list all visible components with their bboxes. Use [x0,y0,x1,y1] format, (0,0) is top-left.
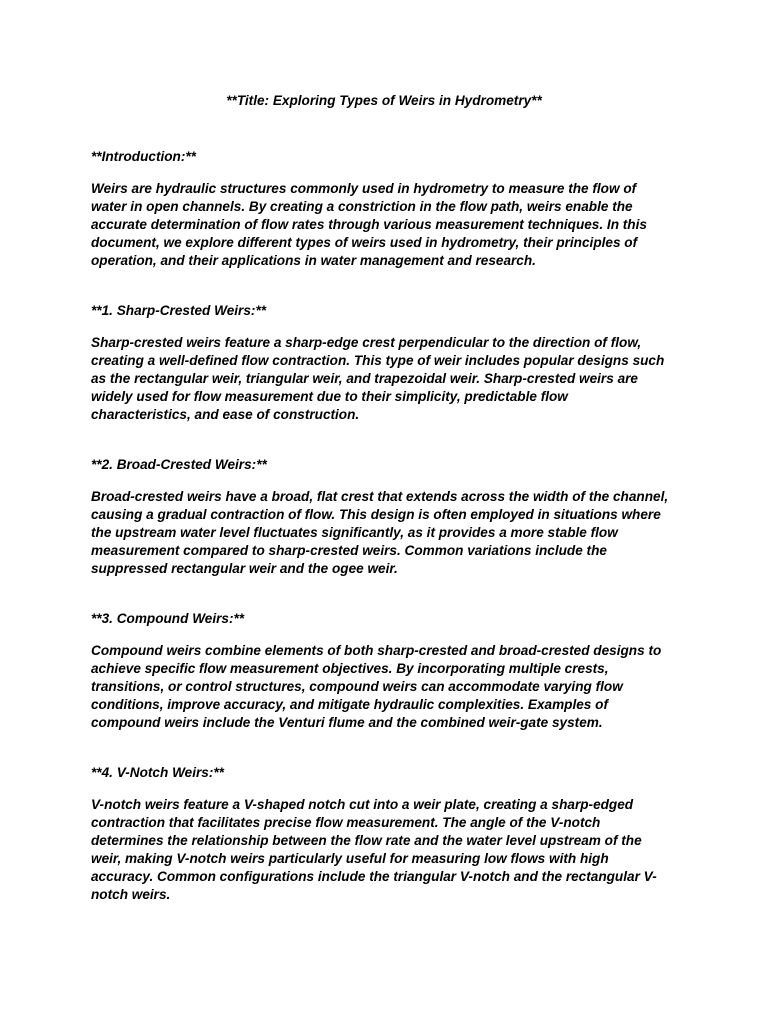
section-v-notch-weirs [91,764,681,904]
paragraph-line: suppressed rectangular weir and the ogee weir. [91,561,398,576]
paragraph-line: determines the relationship between the flow rate and the water level upstream of the [91,833,642,848]
paragraph-line: the upstream water level fluctuates significantly, as it provides a more stable flow [91,525,618,540]
paragraph-line: weir, making V-notch weirs particularly useful for measuring low flows with high [91,851,609,866]
section-heading: **3. Compound Weirs:** [91,611,245,626]
paragraph-line: accuracy. Common configurations include the triangular V-notch and the rectangular V- [91,869,657,884]
section-heading: **2. Broad-Crested Weirs:** [91,457,267,472]
paragraph-line: characteristics, and ease of construction. [91,407,360,422]
section-paragraph [91,642,681,732]
paragraph-line: V-notch weirs feature a V-shaped notch cut into a weir plate, creating a sharp-edged [91,797,634,812]
paragraph-line: Weirs are hydraulic structures commonly used in hydrometry to measure the flow of [91,181,637,196]
paragraph-line: operation, and their applications in water management and research. [91,253,536,268]
paragraph-line: Sharp-crested weirs feature a sharp-edge crest perpendicular to the direction of flow, [91,335,642,350]
section-compound-weirs [91,610,681,732]
paragraph-line: compound weirs include the Venturi flume and the combined weir-gate system. [91,715,603,730]
document-title: **Title: Exploring Types of Weirs in Hydrometry** [226,93,542,108]
section-broad-crested-weirs [91,456,681,578]
paragraph-line: Broad-crested weirs have a broad, flat crest that extends across the width of the channel, [91,489,669,504]
paragraph-line: measurement compared to sharp-crested weirs. Common variations include the [91,543,607,558]
section-introduction [91,148,681,270]
section-paragraph [91,334,681,424]
paragraph-line: achieve specific flow measurement objectives. By incorporating multiple crests, [91,661,609,676]
paragraph-line: causing a gradual contraction of flow. This design is often employed in situations where [91,507,661,522]
paragraph-line: conditions, improve accuracy, and mitigate hydraulic complexities. Examples of [91,697,608,712]
section-paragraph [91,796,681,904]
paragraph-line: transitions, or control structures, compound weirs can accommodate varying flow [91,679,623,694]
section-sharp-crested-weirs [91,302,681,424]
paragraph-line: contraction that facilitates precise flow measurement. The angle of the V-notch [91,815,601,830]
section-heading: **Introduction:** [91,149,196,164]
paragraph-line: Compound weirs combine elements of both sharp-crested and broad-crested designs to [91,643,662,658]
paragraph-line: creating a well-defined flow contraction. This type of weir includes popular designs such [91,353,665,368]
paragraph-line: document, we explore different types of weirs used in hydrometry, their principles of [91,235,638,250]
paragraph-line: widely used for flow measurement due to their simplicity, predictable flow [91,389,568,404]
paragraph-line: water in open channels. By creating a constriction in the flow path, weirs enable the [91,199,633,214]
paragraph-line: notch weirs. [91,887,171,902]
section-heading: **4. V-Notch Weirs:** [91,765,224,780]
paragraph-line: accurate determination of flow rates through various measurement techniques. In this [91,217,647,232]
section-paragraph [91,488,681,578]
section-paragraph [91,180,681,270]
paragraph-line: as the rectangular weir, triangular weir, and trapezoidal weir. Sharp-crested weirs are [91,371,638,386]
section-heading: **1. Sharp-Crested Weirs:** [91,303,267,318]
